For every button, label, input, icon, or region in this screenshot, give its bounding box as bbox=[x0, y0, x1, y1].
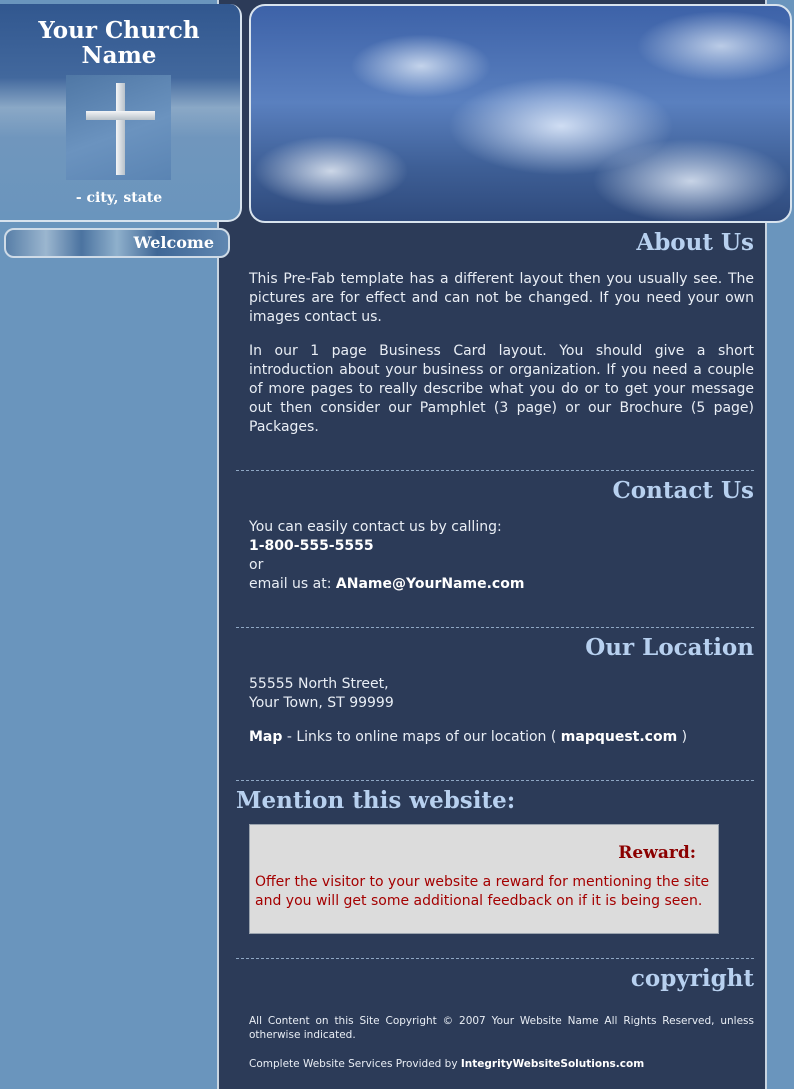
contact-phone: 1-800-555-5555 bbox=[249, 538, 374, 554]
copyright-notice: All Content on this Site Copyright © 2007 Your Website Name All Rights Reserved, unless otherwise indicated. bbox=[249, 1015, 754, 1041]
map-link[interactable]: Map bbox=[249, 729, 283, 745]
section-divider bbox=[236, 470, 754, 471]
contact-or: or bbox=[249, 557, 264, 573]
contact-intro: You can easily contact us by calling: bbox=[249, 519, 502, 535]
church-location: - city, state bbox=[75, 190, 163, 206]
section-divider bbox=[236, 627, 754, 628]
reward-text: Offer the visitor to your website a reward for mentioning the site and you will get some additional feedback on if it is being seen. bbox=[255, 874, 710, 909]
section-divider bbox=[236, 780, 754, 781]
cross-icon bbox=[66, 75, 171, 180]
sky-banner-image bbox=[249, 4, 792, 223]
copyright-title: copyright bbox=[630, 965, 754, 992]
copyright-section bbox=[236, 965, 754, 1071]
brand-header bbox=[0, 4, 242, 222]
address-street: 55555 North Street, bbox=[249, 676, 389, 692]
services-prefix: Complete Website Services Provided by bbox=[249, 1058, 458, 1070]
address-city: Your Town, ST 99999 bbox=[249, 695, 394, 711]
about-paragraph: In our 1 page Business Card layout. You should give a short introduction about your business or organization. If you need a couple of more pages to really describe what you do or to get your message out then consider our Pamphlet (3 page) or our Brochure (5 page) Packages. bbox=[249, 343, 754, 435]
about-paragraph: This Pre-Fab template has a different layout then you usually see. The pictures are for effect and can not be changed. If you need your own images contact us. bbox=[249, 271, 754, 325]
nav-item-label: Welcome bbox=[133, 233, 214, 252]
email-prefix: email us at: bbox=[249, 576, 332, 592]
mapquest-link[interactable]: mapquest.com bbox=[560, 729, 678, 745]
location-title: Our Location bbox=[585, 634, 754, 661]
nav-item-welcome[interactable] bbox=[4, 228, 230, 258]
reward-box bbox=[249, 824, 719, 934]
church-name: Your Church Name bbox=[38, 17, 200, 69]
map-close-paren: ) bbox=[681, 729, 688, 745]
reward-title: Reward: bbox=[618, 843, 696, 863]
mention-title: Mention this website: bbox=[236, 787, 516, 814]
section-divider bbox=[236, 958, 754, 959]
email-link[interactable]: AName@YourName.com bbox=[335, 576, 525, 592]
contact-title: Contact Us bbox=[612, 477, 754, 504]
mention-section bbox=[236, 787, 754, 814]
services-link[interactable]: IntegrityWebsiteSolutions.com bbox=[460, 1058, 645, 1070]
location-section bbox=[236, 634, 754, 747]
map-description: - Links to online maps of our location ( bbox=[286, 729, 557, 745]
about-section bbox=[236, 229, 754, 437]
contact-section bbox=[236, 477, 754, 594]
about-title: About Us bbox=[636, 229, 754, 256]
